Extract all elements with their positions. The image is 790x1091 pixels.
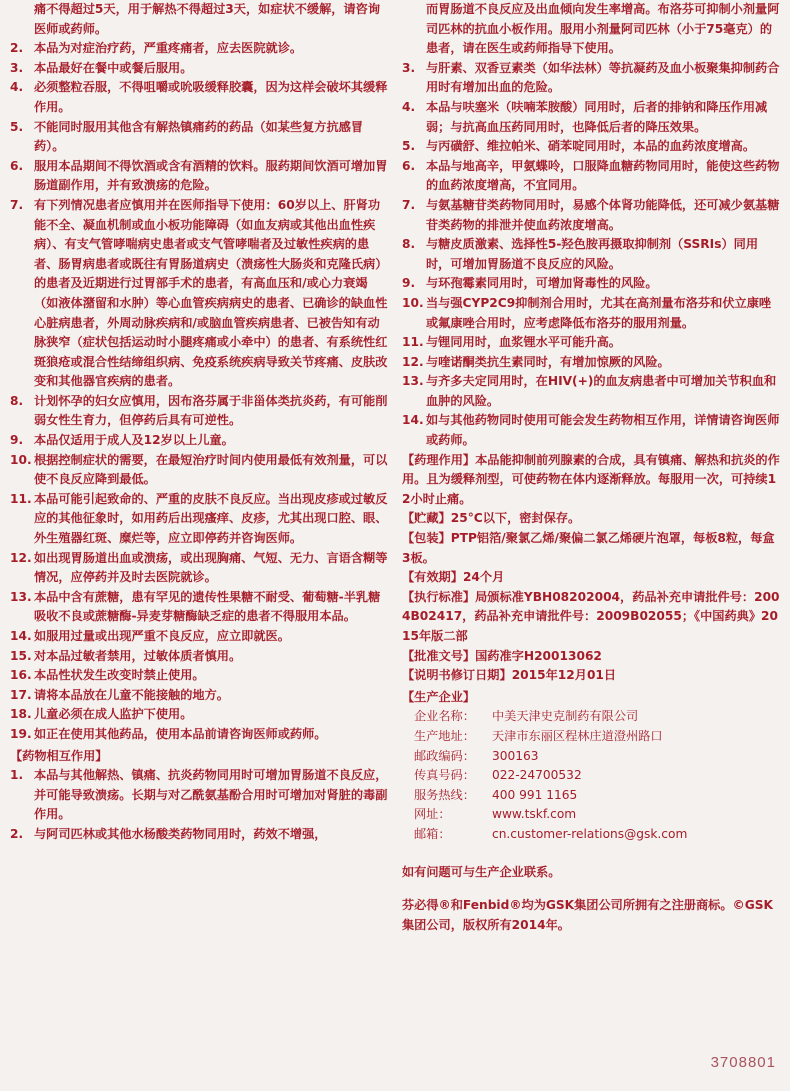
info-section-text: 本品能抑制前列腺素的合成，具有镇痛、解热和抗炎的作用。且为缓释剂型，可使药物在体内逐渐释放。每服用一次，可持续12小时止痛。 — [402, 452, 780, 506]
interaction-item — [402, 196, 782, 235]
precaution-item — [10, 549, 390, 588]
precaution-item-number: 4. — [10, 80, 24, 95]
precaution-item-number: 15. — [10, 648, 32, 663]
interaction-item-number: 3. — [402, 60, 416, 75]
info-section — [402, 666, 782, 686]
interaction-item-number: 7. — [402, 197, 416, 212]
info-section-label: 【说明书修订日期】 — [402, 668, 512, 683]
manufacturer-field-key: 邮箱： — [414, 826, 451, 841]
interaction-item-text: 与锂同用时，血浆锂水平可能升高。 — [426, 335, 621, 350]
document-code: 3708801 — [710, 1054, 776, 1071]
interaction-item-text: 与肝素、双香豆素类（如华法林）等抗凝药及血小板聚集抑制药合用时有增加出血的危险。 — [426, 60, 780, 95]
precaution-item-text: 本品仅适用于成人及12岁以上儿童。 — [34, 433, 234, 448]
manufacturer-field — [414, 727, 782, 747]
interaction-item — [402, 157, 782, 196]
trademark-note: 芬必得®和Fenbid®均为GSK集团公司所拥有之注册商标。©GSK集团公司，版权所有2014年。 — [402, 898, 773, 932]
interaction-item-number: 2. — [10, 826, 24, 841]
info-section-text: 2015年12月01日 — [511, 668, 617, 683]
interaction-item-text: 与氨基糖苷类药物同用时，易感个体肾功能降低，还可减少氨基糖苷类药物的排泄并使血药浓度增高。 — [426, 197, 780, 232]
interaction-item-text: 与环孢霉素同用时，可增加肾毒性的风险。 — [426, 276, 658, 291]
precaution-item — [10, 705, 390, 725]
info-section-label: 【包装】 — [402, 531, 451, 546]
manufacturer-block — [402, 707, 782, 844]
manufacturer-field — [414, 805, 782, 825]
precaution-item — [10, 627, 390, 647]
manufacturer-field-value[interactable]: cn.customer-relations@gsk.com — [492, 826, 688, 841]
info-section — [402, 647, 782, 667]
precaution-item — [10, 78, 390, 117]
interactions-continued: 而胃肠道不良反应及出血倾向发生率增高。布洛芬可抑制小剂量阿司匹林的抗血小板作用。服用小剂量阿司匹林（小于75毫克）的患者，请在医生或药师指导下使用。 — [426, 2, 780, 56]
precaution-item-text: 如出现胃肠道出血或溃疡，或出现胸痛、气短、无力、言语含糊等情况，应停药并及时去医院就诊。 — [34, 550, 388, 585]
precaution-item-number: 6. — [10, 158, 24, 173]
manufacturer-field — [414, 766, 782, 786]
precaution-item-number: 10. — [10, 452, 32, 467]
interaction-item — [402, 98, 782, 137]
info-section — [402, 509, 782, 529]
precaution-item-text: 服用本品期间不得饮酒或含有酒精的饮料。服药期间饮酒可增加胃肠道副作用，并有致溃疡的危险。 — [34, 158, 388, 193]
interaction-item — [402, 353, 782, 373]
manufacturer-field — [414, 825, 782, 845]
precaution-item — [10, 59, 390, 79]
contact-note: 如有问题可与生产企业联系。 — [402, 864, 561, 879]
precaution-item — [10, 431, 390, 451]
manufacturer-field-value: 022-24700532 — [492, 768, 582, 783]
manufacturer-field-key: 邮政编码： — [414, 748, 475, 763]
precaution-item-number: 18. — [10, 707, 32, 722]
interaction-item-number: 13. — [402, 374, 424, 389]
info-section-text: 国药准字H20013062 — [475, 648, 602, 663]
precaution-item-number: 7. — [10, 197, 24, 212]
interaction-item-number: 10. — [402, 295, 424, 310]
precaution-item-number: 5. — [10, 119, 24, 134]
interaction-item — [402, 411, 782, 450]
manufacturer-field-value: 天津市东丽区程林庄道澄州路口 — [492, 728, 663, 743]
manufacturer-field-value: 300163 — [492, 748, 539, 763]
interaction-item-text: 本品与其他解热、镇痛、抗炎药物同用时可增加胃肠道不良反应，并可能导致溃疡。长期与对乙酰氨基酚合用时可增加对肾脏的毒副作用。 — [34, 768, 388, 822]
interaction-item — [10, 766, 390, 825]
info-section-text: 局颁标准YBH08202004，药品补充申请批件号：2004B02417，药品补充申请批件号：2009B02055；《中国药典》2015年版二部 — [402, 589, 780, 643]
precaution-item-text: 痛不得超过5天，用于解热不得超过3天，如症状不缓解，请咨询医师或药师。 — [34, 2, 381, 36]
precaution-item-number: 3. — [10, 60, 24, 75]
info-section — [402, 529, 782, 568]
info-section-label: 【批准文号】 — [402, 648, 476, 663]
precaution-item — [10, 451, 390, 490]
precaution-item — [10, 588, 390, 627]
info-section-label: 【执行标准】 — [402, 589, 476, 604]
precaution-item-number: 13. — [10, 589, 32, 604]
info-section-label: 【贮藏】 — [402, 511, 451, 526]
precaution-item-text: 必须整粒吞服，不得咀嚼或吮吸缓释胶囊，因为这样会破坏其缓释作用。 — [34, 80, 388, 114]
interaction-item-number: 5. — [402, 139, 416, 154]
info-section-text: 25°C以下，密封保存。 — [450, 511, 581, 526]
manufacturer-field-value: 中美天津史克制药有限公司 — [492, 709, 639, 724]
info-section-label: 【有效期】 — [402, 570, 463, 585]
interaction-item — [402, 333, 782, 353]
info-section — [402, 568, 782, 588]
precaution-item — [10, 647, 390, 667]
interaction-item-number: 1. — [10, 768, 24, 783]
interaction-item — [402, 59, 782, 98]
manufacturer-heading: 【生产企业】 — [402, 689, 476, 704]
info-section-text: PTP铝箔/聚氯乙烯/聚偏二氯乙烯硬片泡罩，每板8粒，每盒3板。 — [402, 531, 775, 565]
interaction-item-text: 与齐多夫定同用时，在HIV(+)的血友病患者中可增加关节积血和血肿的风险。 — [426, 374, 777, 408]
precaution-item-number: 2. — [10, 41, 24, 56]
interaction-item-number: 11. — [402, 335, 424, 350]
interaction-item-text: 如与其他药物同时使用可能会发生药物相互作用，详情请咨询医师或药师。 — [426, 413, 780, 448]
interaction-item-text: 当与强CYP2C9抑制剂合用时，尤其在高剂量布洛芬和伏立康唑或氟康唑合用时，应考虑降低布洛芬的服用剂量。 — [426, 295, 772, 330]
precaution-item — [10, 490, 390, 549]
precaution-item-text: 对本品过敏者禁用，过敏体质者慎用。 — [34, 648, 242, 663]
precaution-item-number: 16. — [10, 668, 32, 683]
precaution-item-number: 19. — [10, 726, 32, 741]
interaction-item-number: 14. — [402, 413, 424, 428]
manufacturer-field — [414, 747, 782, 767]
interaction-item-text: 与阿司匹林或其他水杨酸类药物同用时，药效不增强， — [34, 826, 327, 841]
manufacturer-field-key: 网址： — [414, 807, 451, 822]
manufacturer-field — [414, 786, 782, 806]
precaution-item — [10, 118, 390, 157]
precaution-item-text: 本品最好在餐中或餐后服用。 — [34, 60, 193, 75]
precaution-item-text: 如服用过量或出现严重不良反应，应立即就医。 — [34, 629, 290, 643]
precaution-item-number: 14. — [10, 629, 32, 643]
manufacturer-field-value[interactable]: www.tskf.com — [492, 807, 577, 822]
interaction-item — [402, 235, 782, 274]
precaution-item-number: 8. — [10, 393, 24, 408]
precaution-item-number: 12. — [10, 550, 32, 565]
interaction-item-number: 12. — [402, 354, 424, 369]
interaction-item — [402, 294, 782, 333]
precaution-item-text: 本品性状发生改变时禁止使用。 — [34, 668, 205, 683]
precaution-item-text: 儿童必须在成人监护下使用。 — [34, 707, 193, 722]
precaution-item-text: 如正在使用其他药品，使用本品前请咨询医师或药师。 — [34, 726, 327, 741]
precaution-item-text: 请将本品放在儿童不能接触的地方。 — [34, 687, 229, 702]
precaution-item-number: 17. — [10, 687, 32, 702]
precaution-item-text: 计划怀孕的妇女应慎用，因布洛芬属于非甾体类抗炎药，有可能削弱女性生育力，但停药后具有可逆性。 — [34, 393, 388, 428]
info-section — [402, 588, 782, 647]
interaction-item-number: 8. — [402, 237, 416, 252]
manufacturer-field-key: 企业名称： — [414, 709, 475, 724]
precaution-item — [10, 0, 390, 39]
precaution-item-number: 11. — [10, 491, 32, 506]
manufacturer-field-key: 服务热线： — [414, 787, 475, 802]
interaction-item-text: 与丙磺舒、维拉帕米、硝苯啶同用时，本品的血药浓度增高。 — [426, 139, 756, 154]
precaution-item — [10, 725, 390, 745]
precaution-item-text: 有下列情况患者应慎用并在医师指导下使用：60岁以上、肝肾功能不全、凝血机制或血小板功能障碍（如血友病或其他出血性疾病）、有支气管哮喘病史患者或支气管哮喘者及过敏性疾病的患者、肠胃病患者或既往有胃肠道病史（溃疡性大肠炎和克隆氏病）的患者及近期进行过胃部手术的患者，有高血压和/或心力衰竭（如液体潴留和水肿）等心血管疾病病史的患者、已确诊的缺血性心脏病患者，外周动脉疾病和/或脑血管疾病患者、已被告知有动脉狭窄（症状包括运动时小腿疼痛或小牵中）的患者、有系统性红斑狼疮或混合性结缔组织病、免疫系统疾病导致关节疼痛、皮肤改变和其他器官疾病的患者。 — [34, 197, 388, 389]
left-column — [10, 0, 390, 845]
interaction-item — [402, 274, 782, 294]
right-column — [402, 0, 782, 948]
precaution-item-text: 本品中含有蔗糖，患有罕见的遗传性果糖不耐受、葡萄糖-半乳糖吸收不良或蔗糖酶-异麦芽糖酶缺乏症的患者不得服用本品。 — [34, 589, 381, 624]
interaction-item-text: 与糖皮质激素、选择性5-羟色胺再摄取抑制剂（SSRIs）同用时，可增加胃肠道不良反应的风险。 — [426, 237, 759, 271]
manufacturer-field-key: 传真号码： — [414, 768, 475, 783]
precaution-item-text: 不能同时服用其他含有解热镇痛药的药品（如某些复方抗感冒药）。 — [34, 119, 364, 154]
manufacturer-field — [414, 707, 782, 727]
interaction-item-text: 与喹诺酮类抗生素同时，有增加惊厥的风险。 — [426, 354, 670, 369]
interaction-item — [10, 825, 390, 845]
interaction-item — [402, 137, 782, 157]
precaution-item — [10, 392, 390, 431]
precaution-item-text: 本品为对症治疗药，严重疼痛者，应去医院就诊。 — [34, 41, 303, 56]
manufacturer-field-value: 400 991 1165 — [492, 787, 578, 802]
precaution-item — [10, 157, 390, 196]
precaution-item-number: 9. — [10, 433, 24, 448]
interactions-heading: 【药物相互作用】 — [10, 748, 108, 763]
precaution-item — [10, 39, 390, 59]
precaution-item-text: 本品可能引起致命的、严重的皮肤不良反应。当出现皮疹或过敏反应的其他征象时，如用药后出现瘙痒、皮疹，尤其出现口腔、眼、外生殖器红斑、糜烂等，应立即停药并咨询医师。 — [34, 491, 388, 546]
interaction-item-text: 本品与呋塞米（呋喃苯胺酸）同用时，后者的排钠和降压作用减弱；与抗高血压药同用时，也降低后者的降压效果。 — [426, 99, 768, 134]
info-section-label: 【药理作用】 — [402, 452, 476, 467]
info-section-text: 24个月 — [462, 570, 505, 585]
precaution-item-text: 根据控制症状的需要，在最短治疗时间内使用最低有效剂量，可以使不良反应降到最低。 — [34, 452, 388, 487]
interaction-item — [402, 372, 782, 411]
precaution-item — [10, 666, 390, 686]
interaction-item-number: 6. — [402, 158, 416, 173]
manufacturer-field-key: 生产地址： — [414, 728, 475, 743]
precaution-item — [10, 686, 390, 706]
interaction-item-number: 9. — [402, 276, 416, 291]
interaction-item-text: 本品与地高辛，甲氨蝶呤，口服降血糖药物同用时，能使这些药物的血药浓度增高，不宜同用。 — [426, 158, 780, 193]
interaction-item-number: 4. — [402, 99, 416, 114]
precaution-item — [10, 196, 390, 392]
info-section — [402, 451, 782, 510]
